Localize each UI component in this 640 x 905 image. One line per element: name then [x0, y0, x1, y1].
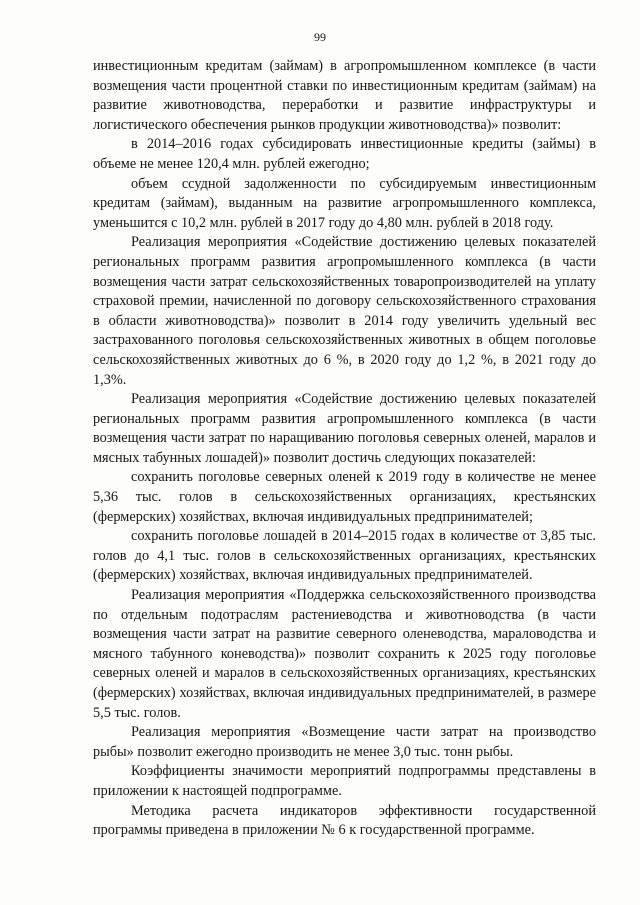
paragraph-10: Коэффициенты значимости мероприятий подпрограммы представлены в приложении к настоящей подпрограмме.	[93, 763, 596, 799]
paragraph-4: Реализация мероприятия «Содействие достижению целевых показателей региональных программ развития агропромышленного комплекса (в части возмещения части затрат сельскохозяйственных товаропроизводителей на уплату страховой премии, начисленной по договору сельскохозяйственного страхования в области животноводства)» позволит в 2014 году увеличить удельный вес застрахованного поголовья сельскохозяйственных животных в общем поголовье сельскохозяйственных животных до 6 %, в 2020 году до 1,2 %, в 2021 году до 1,3%.	[93, 234, 596, 388]
paragraph-9: Реализация мероприятия «Возмещение части затрат на производство рыбы» позволит ежегодно производить не менее 3,0 тыс. тонн рыбы.	[93, 724, 596, 760]
paragraph-7: сохранить поголовье лошадей в 2014–2015 годах в количестве от 3,85 тыс. голов до 4,1 тыс. голов в сельскохозяйственных организациях, крестьянских (фермерских) хозяйствах, включая индивидуальных предпринимателей.	[93, 528, 596, 584]
document-body	[93, 57, 596, 841]
paragraph-1: инвестиционным кредитам (займам) в агропромышленном комплексе (в части возмещения части процентной ставки по инвестиционным кредитам (займам) на развитие животноводства, переработки и развитие инфраструктуры и логистического обеспечения рынков продукции животноводства)» позволит:	[93, 58, 596, 133]
paragraph-6: сохранить поголовье северных оленей к 2019 году в количестве не менее 5,36 тыс. голов в сельскохозяйственных организациях, крестьянских (фермерских) хозяйствах, включая индивидуальных предпринимателей;	[93, 469, 596, 525]
paragraph-11: Методика расчета индикаторов эффективности государственной программы приведена в приложении № 6 к государственной программе.	[93, 802, 596, 839]
paragraph-3: объем ссудной задолженности по субсидируемым инвестиционным кредитам (займам), выданным на развитие агропромышленного комплекса, уменьшится с 10,2 млн. рублей в 2017 году до 4,80 млн. рублей в 2018 году.	[93, 175, 596, 231]
paragraph-5: Реализация мероприятия «Содействие достижению целевых показателей региональных программ развития агропромышленного комплекса (в части возмещения части затрат по наращиванию поголовья северных оленей, маралов и мясных табунных лошадей)» позволит достичь следующих показателей:	[93, 391, 596, 466]
paragraph-2: в 2014–2016 годах субсидировать инвестиционные кредиты (займы) в объеме не менее 120,4 млн. рублей ежегодно;	[93, 136, 596, 172]
paragraph-8: Реализация мероприятия «Поддержка сельскохозяйственного производства по отдельным подотраслям растениеводства и животноводства (в части возмещения части затрат на развитие северного оленеводства, мараловодства и мясного табунного коневодства)» позволит сохранить к 2025 году поголовье северных оленей и маралов в сельскохозяйственных организациях, крестьянских (фермерских) хозяйствах, включая индивидуальных предпринимателей, в размере 5,5 тыс. голов.	[93, 587, 596, 721]
page-number: 99	[314, 30, 326, 44]
